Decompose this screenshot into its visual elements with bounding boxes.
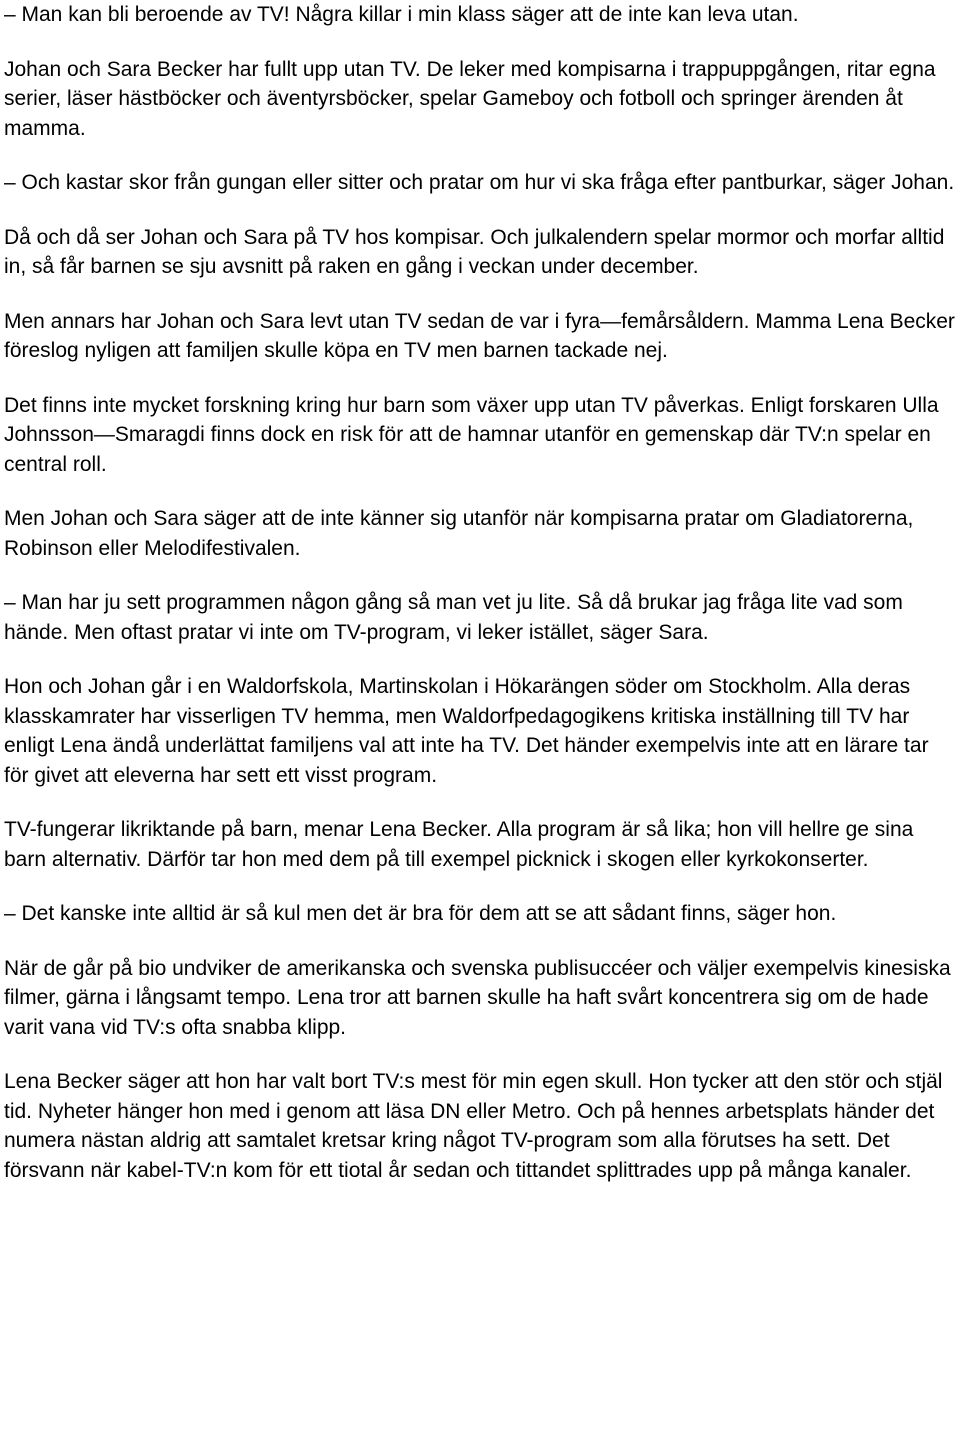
paragraph-tv-uniform: TV-fungerar likriktande på barn, menar Lena Becker. Alla program är så lika; hon vill hellre ge sina barn alternativ. Därför tar hon med dem på till exempel picknick i skogen eller kyrkokonserter. — [4, 818, 914, 871]
paragraph-cinema: När de går på bio undviker de amerikanska och svenska publisuccéer och väljer exempelvis kinesiska filmer, gärna i långsamt tempo. Lena tror att barnen skulle ha haft svårt koncentrera sig om de hade varit vana vid TV:s ofta snabba klipp. — [4, 956, 951, 1039]
article-body — [4, 0, 956, 1210]
paragraph-quote-addiction: – Man kan bli beroende av TV! Några killar i min klass säger att de inte kan leva utan. — [4, 3, 799, 26]
paragraph-quote-lena: – Det kanske inte alltid är så kul men det är bra för dem att se att sådant finns, säger hon. — [4, 902, 837, 925]
paragraph-waldorf-school: Hon och Johan går i en Waldorfskola, Martinskolan i Hökarängen söder om Stockholm. Alla deras klasskamrater har visserligen TV hemma, men Waldorfpedagogikens kritiska inställning till TV har enligt Lena ändå underlättat familjens val att inte ha TV. Det händer exempelvis inte att en lärare tar för givet att eleverna har sett ett visst program. — [4, 675, 929, 787]
paragraph-not-outsiders: Men Johan och Sara säger att de inte känner sig utanför när kompisarna pratar om Gladiatorerna, Robinson eller Melodifestivalen. — [4, 507, 914, 560]
paragraph-tv-at-friends: Då och då ser Johan och Sara på TV hos kompisar. Och julkalendern spelar mormor och morfar alltid in, så får barnen se sju avsnitt på raken en gång i veckan under december. — [4, 225, 945, 278]
paragraph-busy-without-tv: Johan och Sara Becker har fullt upp utan TV. De leker med kompisarna i trappuppgången, ritar egna serier, läser hästböcker och äventyrsböcker, spelar Gameboy och fotboll och springer ärenden åt mamma. — [4, 57, 936, 140]
paragraph-lived-without-tv: Men annars har Johan och Sara levt utan TV sedan de var i fyra—femårsåldern. Mamma Lena Becker föreslog nyligen att familjen skulle köpa en TV men barnen tackade nej. — [4, 309, 955, 362]
paragraph-quote-sara: – Man har ju sett programmen någon gång så man vet ju lite. Så då brukar jag fråga lite vad som hände. Men oftast pratar vi inte om TV-program, vi leker istället, säger Sara. — [4, 591, 903, 644]
paragraph-quote-johan: – Och kastar skor från gungan eller sitter och pratar om hur vi ska fråga efter pantburkar, säger Johan. — [4, 171, 955, 194]
paragraph-own-sake: Lena Becker säger att hon har valt bort TV:s mest för min egen skull. Hon tycker att den stör och stjäl tid. Nyheter hänger hon med i genom att läsa DN eller Metro. Och på hennes arbetsplats händer det numera nästan aldrig att samtalet kretsar kring något TV-program som alla förutses ha sett. Det försvann när kabel-TV:n kom för ett tiotal år sedan och tittandet splittrades upp på många kanaler. — [4, 1070, 943, 1182]
paragraph-research: Det finns inte mycket forskning kring hur barn som växer upp utan TV påverkas. Enligt forskaren Ulla Johnsson—Smaragdi finns dock en risk för att de hamnar utanför en gemenskap där TV:n spelar en central roll. — [4, 393, 939, 476]
